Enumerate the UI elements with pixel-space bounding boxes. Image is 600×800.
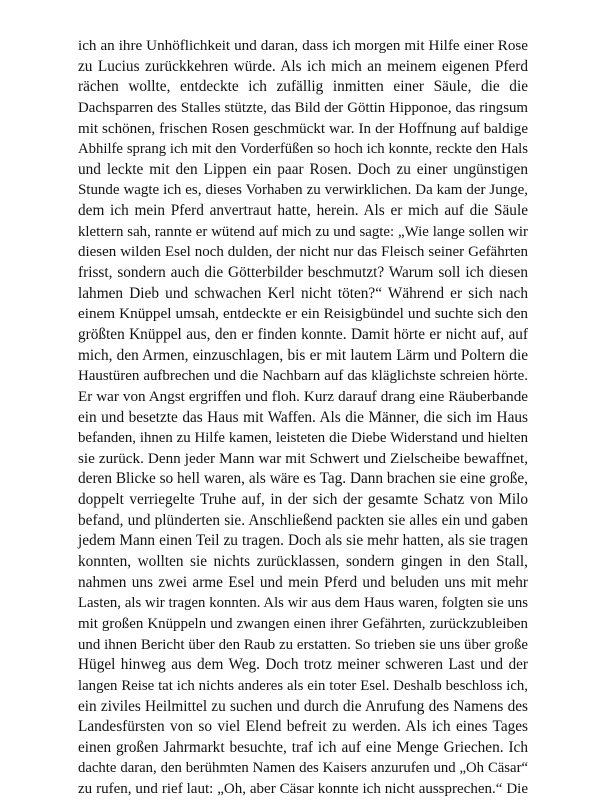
text-line: ein ziviles Heilmittel zu suchen und durch die Anrufung des Namens des xyxy=(78,697,528,715)
text-line: Lasten, als wir tragen konnten. Als wir aus dem Haus waren, folgten sie uns xyxy=(78,595,528,612)
text-line: ein und besetzte das Haus mit Waffen. Als die Männer, die sich im Haus xyxy=(78,408,528,426)
text-line: befanden, ihnen zu Hilfe kamen, leisteten die Diebe Widerstand und hielten xyxy=(78,430,528,447)
text-line: ich an ihre Unhöflichkeit und daran, dass ich morgen mit Hilfe einer Rose xyxy=(78,38,528,54)
text-line: doppelt verriegelte Truhe auf, in der sich der gesamte Schatz von Milo xyxy=(78,491,528,509)
text-line: klettern sah, rannte er wütend auf mich zu und sagte: „Wie lange sollen wir xyxy=(78,223,528,240)
text-line: mit großen Knüppeln und zwangen einen ihrer Gefährten, zurückzubleiben xyxy=(78,615,528,632)
text-line: zu Lucius zurückkehren würde. Als ich mich an meinem eigenen Pferd xyxy=(78,57,528,75)
text-line: zu rufen, und rief laut: „Oh, aber Cäsar konnte ich nicht aussprechen.“ Die xyxy=(78,781,528,798)
text-line: lahmen Dieb und schwachen Kerl nicht töten?“ Während er sich nach xyxy=(78,284,528,302)
text-line: langen Reise tat ich nichts anderes als ein toter Esel. Deshalb beschloss ich, xyxy=(78,677,528,694)
text-line: deren Blicke so hell waren, als wäre es Tag. Dann brachen sie eine große, xyxy=(78,470,528,488)
text-line: Er war von Angst ergriffen und floh. Kurz darauf drang eine Räuberbande xyxy=(78,388,528,405)
text-line: größten Knüppel aus, den er finden konnte. Damit hörte er nicht auf, auf xyxy=(78,325,528,343)
text-line: Stunde wagte ich es, dieses Vorhaben zu verwirklichen. Da kam der Junge, xyxy=(78,182,528,199)
text-line: jedem Mann einen Teil zu tragen. Doch als sie mehr hatten, als sie tragen xyxy=(78,532,528,550)
text-line: und ihnen Bericht über den Raub zu erstatten. So trieben sie uns über große xyxy=(78,636,528,653)
text-line: diesen wilden Esel noch dulden, der nicht nur das Fleisch seiner Gefährten xyxy=(78,244,528,261)
text-line: rächen wollte, entdeckte ich zufällig inmitten einer Säule, die die xyxy=(78,78,528,96)
text-line: konnten, wollten sie nichts zurücklassen, sondern gingen in den Stall, xyxy=(78,553,528,571)
text-line: einem Knüppel umsah, entdeckte er ein Reisigbündel und suchte sich den xyxy=(78,305,528,323)
text-line: Dachsparren des Stalles stützte, das Bild der Göttin Hipponoe, das ringsum xyxy=(78,99,528,116)
text-line: sie zurück. Denn jeder Mann war mit Schwert und Zielscheibe bewaffnet, xyxy=(78,449,528,467)
text-line: befand, und plünderten sie. Anschließend packten sie alles ein und gaben xyxy=(78,511,528,529)
text-line: Haustüren aufbrechen und die Nachbarn auf das kläglichste schreien hörte. xyxy=(78,368,528,385)
text-line: Abhilfe sprang ich mit den Vorderfüßen so hoch ich konnte, reckte den Hals xyxy=(78,141,528,158)
text-line: dachte daran, den berühmten Namen des Kaisers anzurufen und „Oh Cäsar“ xyxy=(78,760,528,777)
text-line: einen großen Jahrmarkt besuchte, traf ich auf eine Menge Griechen. Ich xyxy=(78,738,528,756)
text-line: mich, den Armen, einzuschlagen, bis er mit lautem Lärm und Poltern die xyxy=(78,346,528,364)
text-line: nahmen uns zwei arme Esel und mein Pferd und beluden uns mit mehr xyxy=(78,573,528,591)
text-line: Landesfürsten von so viel Elend befreit zu werden. Als ich eines Tages xyxy=(78,718,528,736)
body-text xyxy=(78,36,528,800)
text-line: mit schönen, frischen Rosen geschmückt war. In der Hoffnung auf baldige xyxy=(78,120,528,137)
text-line: und leckte mit den Lippen ein paar Rosen. Doch zu einer ungünstigen xyxy=(78,160,528,178)
text-line: Hügel hinweg aus dem Weg. Doch trotz meiner schweren Last und der xyxy=(78,656,528,674)
text-line: dem ich mein Pferd anvertraut hatte, herein. Als er mich auf die Säule xyxy=(78,202,528,220)
text-line: frisst, sondern auch die Götterbilder beschmutzt? Warum soll ich diesen xyxy=(78,264,528,282)
